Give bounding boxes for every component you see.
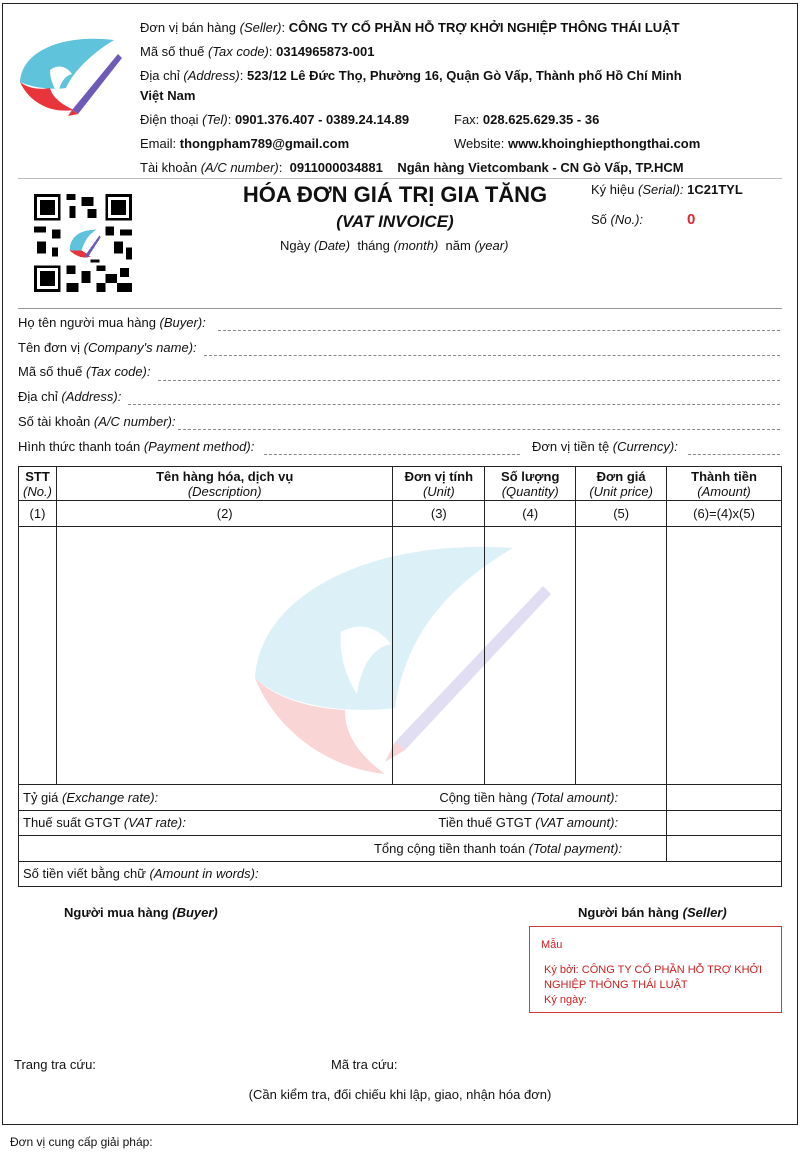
amount-in-words-row: [19, 861, 782, 887]
stamp-signed-date: Ký ngày:: [544, 994, 587, 1006]
seller-fax-row: Fax: 028.625.629.35 - 36: [454, 112, 600, 127]
seller-tax-code: 0314965873-001: [276, 44, 375, 59]
item-cell[interactable]: [19, 527, 57, 785]
buyer-signature-label: Người mua hàng (Buyer): [64, 905, 218, 920]
qr-code-icon: [34, 194, 132, 292]
vat-rate-label: Thuế suất GTGT (VAT rate):: [23, 815, 186, 831]
column-number: (6)=(4)x(5): [667, 501, 782, 527]
table-header-row: [19, 467, 782, 501]
exchange-rate-label: Tỷ giá (Exchange rate):: [23, 789, 159, 805]
seller-fax: 028.625.629.35 - 36: [482, 112, 600, 127]
total-payment-row: [19, 836, 782, 862]
payment-method-field[interactable]: [264, 454, 520, 455]
column-header: Tên hàng hóa, dịch vụ (Description): [56, 467, 392, 501]
lookup-code-label: Mã tra cứu:: [331, 1057, 398, 1072]
seller-tel-row: Điện thoại (Tel): 0901.376.407 - 0389.24.14.89: [140, 112, 410, 127]
buyer-company-field[interactable]: [204, 355, 780, 356]
seller-address-row: Địa chỉ (Address): 523/12 Lê Đức Thọ, Phường 16, Quận Gò Vấp, Thành phố Hồ Chí Minh: [140, 68, 682, 83]
header-divider: [18, 178, 782, 179]
lookup-page-label: Trang tra cứu:: [14, 1057, 96, 1072]
invoice-date-row: Ngày (Date) tháng (month) năm (year): [280, 238, 509, 253]
buyer-company-label: Tên đơn vị (Company's name):: [18, 340, 197, 355]
vat-cell: [19, 810, 667, 836]
column-header: Thành tiền (Amount): [667, 467, 782, 501]
column-header: Số lượng (Quantity): [485, 467, 576, 501]
total-amount-label: Cộng tiền hàng (Total amount):: [439, 789, 619, 805]
item-cell[interactable]: [667, 527, 782, 785]
invoice-serial-row: Ký hiệu (Serial): 1C21TYL: [591, 182, 743, 197]
seller-bank: Ngân hàng Vietcombank - CN Gò Vấp, TP.HCM: [397, 160, 684, 175]
item-cell[interactable]: [576, 527, 667, 785]
stamp-title: Mẫu: [541, 939, 563, 951]
buyer-tax-label: Mã số thuế (Tax code):: [18, 364, 151, 379]
exchange-total-row: [19, 785, 782, 811]
solution-provider-label: Đơn vị cung cấp giải pháp:: [10, 1135, 153, 1149]
buyer-address-field[interactable]: [128, 404, 780, 405]
seller-tax-row: Mã số thuế (Tax code): 0314965873-001: [140, 44, 375, 59]
total-payment-label: Tổng cộng tiền thanh toán (Total payment):: [19, 836, 667, 862]
seller-name: CÔNG TY CỔ PHẦN HỖ TRỢ KHỞI NGHIỆP THÔNG THÁI LUẬT: [288, 20, 680, 35]
seller-email: thongpham789@gmail.com: [179, 136, 350, 151]
column-number: (4): [485, 501, 576, 527]
amount-in-words-label: Số tiền viết bằng chữ (Amount in words):: [19, 861, 782, 887]
seller-address-line2: Việt Nam: [140, 88, 196, 103]
seller-tel: 0901.376.407 - 0389.24.14.89: [234, 112, 410, 127]
items-table: [18, 466, 782, 887]
item-cell[interactable]: [393, 527, 485, 785]
column-header: Đơn giá (Unit price): [576, 467, 667, 501]
seller-website: www.khoinghiepthongthai.com: [507, 136, 701, 151]
invoice-number: 0: [687, 211, 696, 228]
seller-website-row: Website: www.khoinghiepthongthai.com: [454, 136, 701, 151]
buyer-account-label: Số tài khoản (A/C number):: [18, 414, 176, 429]
item-cell[interactable]: [56, 527, 392, 785]
invoice-subtitle: (VAT INVOICE): [336, 212, 454, 231]
vat-row: [19, 810, 782, 836]
verification-note: (Cần kiểm tra, đối chiếu khi lập, giao, nhận hóa đơn): [248, 1087, 552, 1102]
seller-email-row: Email: thongpham789@gmail.com: [140, 136, 350, 151]
stamp-signed-by-2: NGHIỆP THÔNG THÁI LUẬT: [544, 979, 688, 991]
seller-name-row: Đơn vị bán hàng (Seller): CÔNG TY CỔ PHẦN HỖ TRỢ KHỞI NGHIỆP THÔNG THÁI LUẬT: [140, 20, 680, 35]
payment-method-label: Hình thức thanh toán (Payment method):: [18, 439, 255, 454]
buyer-account-field[interactable]: [178, 429, 780, 430]
stamp-signed-by: Ký bởi: CÔNG TY CỔ PHẦN HỖ TRỢ KHỞI: [544, 964, 763, 976]
column-number: (3): [393, 501, 485, 527]
items-body-row: [19, 527, 782, 785]
seller-address: 523/12 Lê Đức Thọ, Phường 16, Quận Gò Vấp, Thành phố Hồ Chí Minh: [246, 68, 682, 83]
total-payment-value[interactable]: [667, 836, 782, 862]
exchange-total-cell: [19, 785, 667, 811]
seller-account-row: Tài khoản (A/C number): 0911000034881 Ngân hàng Vietcombank - CN Gò Vấp, TP.HCM: [140, 160, 684, 175]
column-number: (2): [56, 501, 392, 527]
title-divider: [18, 308, 782, 309]
column-number: (5): [576, 501, 667, 527]
buyer-address-label: Địa chỉ (Address):: [18, 389, 122, 404]
seller-signature-label: Người bán hàng (Seller): [578, 905, 727, 920]
invoice-number-row: Số (No.):: [591, 212, 644, 227]
invoice-serial: 1C21TYL: [687, 182, 743, 197]
currency-field[interactable]: [688, 454, 780, 455]
column-number-row: [19, 501, 782, 527]
digital-signature-stamp: [529, 926, 782, 1013]
currency-label: Đơn vị tiền tệ (Currency):: [532, 439, 678, 454]
invoice-title: HÓA ĐƠN GIÁ TRỊ GIA TĂNG: [242, 182, 548, 207]
vat-amount-label: Tiền thuế GTGT (VAT amount):: [438, 815, 619, 831]
seller-account: 0911000034881: [289, 160, 383, 175]
vat-amount-value[interactable]: [667, 810, 782, 836]
column-header: Đơn vị tính (Unit): [393, 467, 485, 501]
buyer-name-label: Họ tên người mua hàng (Buyer):: [18, 315, 206, 330]
column-number: (1): [19, 501, 57, 527]
buyer-tax-field[interactable]: [158, 380, 780, 381]
column-header: STT (No.): [19, 467, 57, 501]
buyer-name-field[interactable]: [218, 330, 780, 331]
item-cell[interactable]: [485, 527, 576, 785]
total-amount-value[interactable]: [667, 785, 782, 811]
company-logo-icon: [14, 30, 124, 116]
